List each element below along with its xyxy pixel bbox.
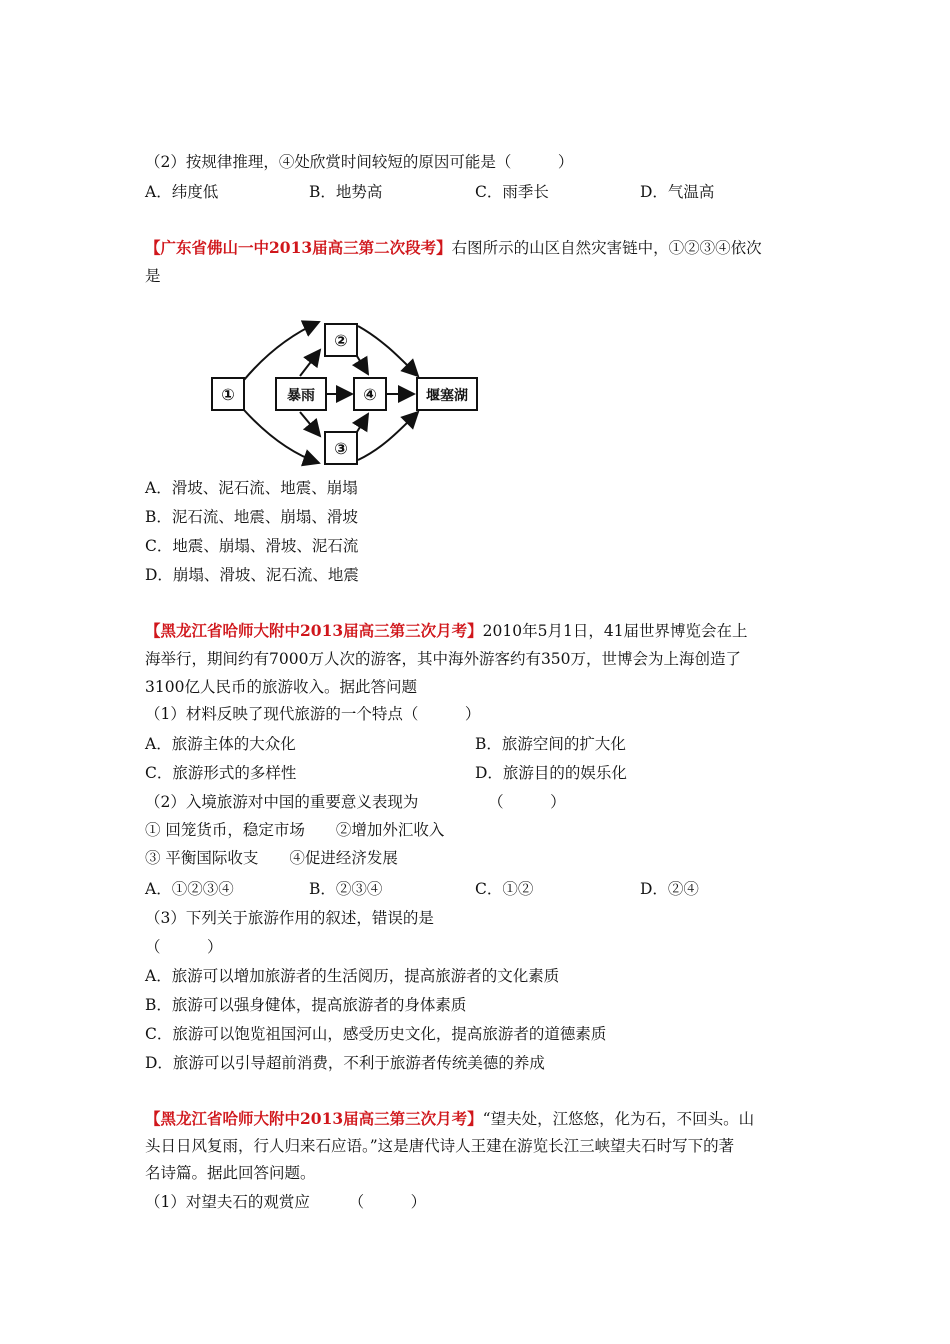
box-rain-label: 暴雨 xyxy=(287,388,315,404)
question-stem-cont: 3100亿人民币的旅游收入。据此答问题 xyxy=(145,678,417,696)
question-text: 2010年5月1日，41届世界博览会在上 xyxy=(482,622,748,640)
question-sub1-stem: （1）对望夫石的观赏应 （ ） xyxy=(145,1193,427,1211)
question-text: “望夫处，江悠悠，化为石，不回头。山 xyxy=(482,1110,755,1128)
arrow-2-to-lake xyxy=(358,326,418,376)
question-sub3-stem: （3）下列关于旅游作用的叙述，错误的是 xyxy=(145,909,434,927)
option-d: D．气温高 xyxy=(640,183,715,201)
question-source: 【广东省佛山一中2013届高三第二次段考】 xyxy=(145,238,452,257)
option-b: B．地势高 xyxy=(309,183,383,201)
question-source: 【黑龙江省哈师大附中2013届高三第三次月考】 xyxy=(145,1109,483,1128)
box-1-label: ① xyxy=(221,385,235,404)
option-a: A．纬度低 xyxy=(145,183,219,201)
sub2-items-line2: ③ 平衡国际收支 ④促进经济发展 xyxy=(145,849,398,867)
option-d: D．旅游目的的娱乐化 xyxy=(475,764,627,782)
question-stem xyxy=(145,238,762,258)
option-c: C．地震、崩塌、滑坡、泥石流 xyxy=(145,537,359,555)
arrow-rain-to-2 xyxy=(300,350,320,376)
question-stem-cont: 是 xyxy=(145,267,161,285)
question-source: 【黑龙江省哈师大附中2013届高三第三次月考】 xyxy=(145,621,483,640)
option-c: C．①② xyxy=(475,880,534,898)
question-sub2-stem: （2）按规律推理，④处欣赏时间较短的原因可能是（ ） xyxy=(145,153,574,171)
question-stem-cont: 名诗篇。据此回答问题。 xyxy=(145,1164,316,1182)
sub2-items-line1: ① 回笼货币，稳定市场 ②增加外汇收入 xyxy=(145,821,445,839)
question-sub1-stem: （1）材料反映了现代旅游的一个特点（ ） xyxy=(145,705,481,723)
arrow-1-to-3 xyxy=(244,410,319,463)
question-stem xyxy=(145,1109,754,1129)
arrow-rain-to-3 xyxy=(300,412,320,436)
option-c: C．旅游可以饱览祖国河山，感受历史文化，提高旅游者的道德素质 xyxy=(145,1025,607,1043)
arrow-3-to-lake xyxy=(358,412,418,460)
question-stem xyxy=(145,621,748,641)
disaster-chain-diagram xyxy=(0,300,950,480)
option-a: A．①②③④ xyxy=(145,880,234,898)
box-3-label: ③ xyxy=(334,439,348,458)
option-a: A．旅游主体的大众化 xyxy=(145,735,296,753)
question-text: 右图所示的山区自然灾害链中，①②③④依次 xyxy=(451,239,762,257)
arrow-1-to-2 xyxy=(244,322,319,380)
question-sub2-stem: （2）入境旅游对中国的重要意义表现为 （ ） xyxy=(145,793,566,811)
option-d: D．崩塌、滑坡、泥石流、地震 xyxy=(145,566,359,584)
option-c: C．旅游形式的多样性 xyxy=(145,764,297,782)
option-b: B．泥石流、地震、崩塌、滑坡 xyxy=(145,508,358,526)
option-d: D．②④ xyxy=(640,880,699,898)
answer-paren: （ ） xyxy=(145,938,223,956)
option-b: B．旅游空间的扩大化 xyxy=(475,735,626,753)
question-stem-cont: 头日日风复雨，行人归来石应语。”这是唐代诗人王建在游览长江三峡望夫石时写下的著 xyxy=(145,1137,735,1155)
option-d: D．旅游可以引导超前消费，不利于旅游者传统美德的养成 xyxy=(145,1054,545,1072)
box-4-label: ④ xyxy=(363,385,377,404)
option-a: A．滑坡、泥石流、地震、崩塌 xyxy=(145,479,358,497)
option-b: B．旅游可以强身健体，提高旅游者的身体素质 xyxy=(145,996,467,1014)
option-a: A．旅游可以增加旅游者的生活阅历，提高旅游者的文化素质 xyxy=(145,967,560,985)
question-stem-cont: 海举行，期间约有7000万人次的游客，其中海外游客约有350万，世博会为上海创造了 xyxy=(145,650,742,668)
box-lake-label: 堰塞湖 xyxy=(426,388,468,404)
box-2-label: ② xyxy=(334,331,348,350)
option-c: C．雨季长 xyxy=(475,183,549,201)
option-b: B．②③④ xyxy=(309,880,383,898)
